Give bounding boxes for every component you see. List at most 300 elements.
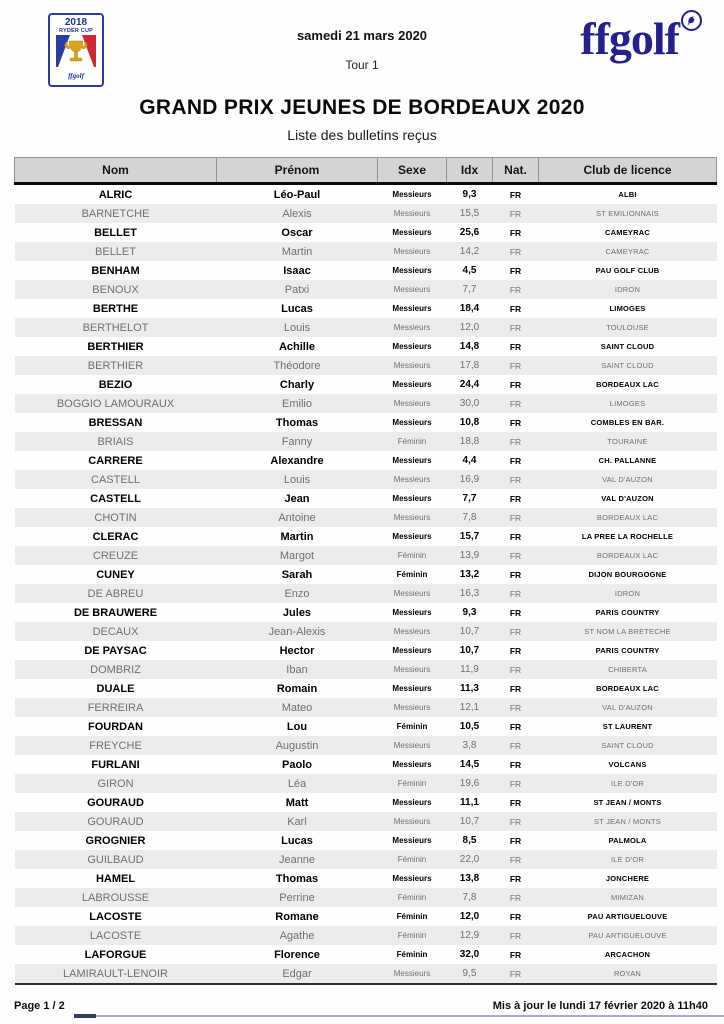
entries-table-body (15, 184, 717, 985)
cell-sexe: Féminin (378, 926, 447, 945)
table-row (15, 622, 717, 641)
cell-prenom: Martin (217, 242, 378, 261)
cell-nom: BENOUX (15, 280, 217, 299)
cell-nom: GOURAUD (15, 812, 217, 831)
cell-nom: LACOSTE (15, 926, 217, 945)
cell-prenom: Thomas (275, 416, 319, 429)
cell-club: CAMEYRAC (605, 228, 650, 237)
table-row (15, 432, 717, 451)
table-row (15, 660, 717, 679)
table-row (15, 489, 717, 508)
cell-nat: FR (509, 607, 522, 618)
cell-prenom: Alexandre (270, 454, 324, 467)
cell-nat: FR (509, 721, 522, 732)
cell-nat: FR (509, 379, 522, 390)
cell-idx: 12,9 (447, 926, 493, 945)
cell-nat: FR (509, 341, 522, 352)
cell-prenom: Mateo (217, 698, 378, 717)
cell-sexe: Messieurs (392, 456, 432, 465)
cell-nat: FR (509, 683, 522, 694)
cell-idx: 7,8 (447, 888, 493, 907)
table-row (15, 375, 717, 394)
cell-club: LA PREE LA ROCHELLE (581, 532, 674, 541)
cell-idx: 14,5 (459, 759, 480, 770)
cell-sexe: Féminin (396, 570, 428, 579)
cell-club: SAINT CLOUD (600, 342, 655, 351)
cell-prenom: Martin (280, 530, 314, 543)
table-row (15, 945, 717, 964)
column-header-club: Club de licence (539, 158, 717, 184)
cell-sexe: Messieurs (392, 342, 432, 351)
cell-nat: FR (493, 812, 539, 831)
cell-club: LIMOGES (539, 394, 717, 413)
cell-prenom: Jean-Alexis (217, 622, 378, 641)
cell-club: MIMIZAN (539, 888, 717, 907)
cell-prenom: Louis (217, 318, 378, 337)
cell-nat: FR (493, 432, 539, 451)
cell-idx: 15,5 (447, 204, 493, 223)
cell-prenom: Jean (284, 492, 310, 505)
cell-nom: LAFORGUE (84, 948, 147, 961)
cell-prenom: Sarah (281, 568, 313, 581)
cell-nom: DE PAYSAC (84, 644, 147, 657)
page-number: Page 1 / 2 (14, 1000, 65, 1012)
cell-nom: ALRIC (98, 188, 133, 201)
cell-prenom: Théodore (217, 356, 378, 375)
cell-idx: 14,8 (459, 341, 480, 352)
table-row (15, 584, 717, 603)
cell-prenom: Léa (217, 774, 378, 793)
cell-prenom: Lou (286, 720, 308, 733)
cell-prenom: Agathe (217, 926, 378, 945)
cell-nom: HAMEL (95, 872, 136, 885)
table-row (15, 223, 717, 242)
cell-nat: FR (509, 227, 522, 238)
cell-club: TOULOUSE (539, 318, 717, 337)
cell-club: VOLCANS (608, 760, 647, 769)
cell-club: ILE D'OR (539, 774, 717, 793)
ffgolf-bird-registered-icon (681, 10, 702, 31)
cell-club: CAMEYRAC (539, 242, 717, 261)
cell-club: DIJON BOURGOGNE (588, 570, 667, 579)
cell-idx: 17,8 (447, 356, 493, 375)
cell-sexe: Messieurs (392, 380, 432, 389)
cell-prenom: Emilio (217, 394, 378, 413)
cell-nat: FR (493, 850, 539, 869)
cell-idx: 30,0 (447, 394, 493, 413)
cell-idx: 10,7 (447, 622, 493, 641)
cell-nat: FR (509, 417, 522, 428)
cell-idx: 8,5 (462, 835, 477, 846)
cell-club: VAL D'AUZON (601, 494, 654, 503)
badge-event-label: RYDER CUP (59, 28, 93, 34)
cell-nat: FR (493, 508, 539, 527)
cell-nom: BELLET (15, 242, 217, 261)
badge-brand-label: ffgolf (68, 72, 84, 80)
table-row (15, 793, 717, 812)
cell-nat: FR (509, 835, 522, 846)
cell-nat: FR (493, 546, 539, 565)
cell-sexe: Féminin (396, 950, 428, 959)
cell-nom: BERTHE (92, 302, 139, 315)
table-row (15, 356, 717, 375)
cell-nat: FR (493, 584, 539, 603)
cell-nat: FR (509, 569, 522, 580)
cell-nom: CARRERE (88, 454, 143, 467)
cell-nat: FR (493, 470, 539, 489)
cell-club: COMBLES EN BAR. (590, 418, 665, 427)
cell-club: BORDEAUX LAC (596, 684, 659, 693)
cell-nom: FERREIRA (15, 698, 217, 717)
cell-sexe: Messieurs (378, 736, 447, 755)
table-row (15, 204, 717, 223)
cell-nom: FREYCHE (15, 736, 217, 755)
cell-prenom: Florence (274, 948, 320, 961)
cell-club: ST LAURENT (602, 722, 653, 731)
document-date: samedi 21 mars 2020 (296, 28, 428, 43)
cell-nom: BEZIO (98, 378, 133, 391)
table-row (15, 546, 717, 565)
cell-nom: CLERAC (92, 530, 139, 543)
table-row (15, 184, 717, 205)
cell-nom: BELLET (94, 226, 137, 239)
cell-club: JONCHERE (605, 874, 650, 883)
cell-nat: FR (509, 531, 522, 542)
cell-nom: DE BRAUWERE (73, 606, 158, 619)
cell-nom: CREUZE (15, 546, 217, 565)
cell-club: ILE D'OR (539, 850, 717, 869)
cell-prenom: Jules (282, 606, 312, 619)
cell-sexe: Messieurs (392, 798, 432, 807)
cell-nom: BRESSAN (88, 416, 143, 429)
cell-idx: 10,8 (459, 417, 480, 428)
cell-club: CH. PALLANNE (598, 456, 657, 465)
cell-nat: FR (509, 759, 522, 770)
cell-club: PAU GOLF CLUB (595, 266, 660, 275)
cell-prenom: Lucas (281, 834, 313, 847)
table-row (15, 603, 717, 622)
table-row (15, 280, 717, 299)
cell-idx: 11,9 (447, 660, 493, 679)
cell-club: PAU ARTIGUELOUVE (539, 926, 717, 945)
cell-prenom: Edgar (217, 964, 378, 984)
cell-nom: BENHAM (91, 264, 140, 277)
cell-idx: 10,5 (459, 721, 480, 732)
cell-sexe: Messieurs (392, 532, 432, 541)
cell-nat: FR (493, 964, 539, 984)
cell-idx: 22,0 (447, 850, 493, 869)
cell-idx: 16,3 (447, 584, 493, 603)
cell-prenom: Matt (285, 796, 309, 809)
header-row (15, 158, 717, 184)
cell-idx: 12,1 (447, 698, 493, 717)
cell-nom: BARNETCHE (15, 204, 217, 223)
cell-club: BORDEAUX LAC (596, 380, 659, 389)
table-row (15, 394, 717, 413)
column-header-nat: Nat. (493, 158, 539, 184)
table-row (15, 964, 717, 984)
cell-prenom: Léo-Paul (273, 188, 321, 201)
cell-club: IDRON (539, 280, 717, 299)
cell-sexe: Messieurs (392, 836, 432, 845)
cell-prenom: Charly (279, 378, 315, 391)
cell-idx: 3,8 (447, 736, 493, 755)
cell-nat: FR (493, 394, 539, 413)
column-header-prenom: Prénom (217, 158, 378, 184)
table-row (15, 907, 717, 926)
table-row (15, 451, 717, 470)
cell-sexe: Messieurs (378, 508, 447, 527)
column-header-nom: Nom (15, 158, 217, 184)
cell-prenom: Isaac (283, 264, 311, 277)
ffgolf-logo-text: ffgolf (580, 13, 679, 64)
badge-year-label: 2018 (64, 17, 88, 28)
table-row (15, 850, 717, 869)
cell-club: VAL D'AUZON (539, 698, 717, 717)
cell-sexe: Messieurs (378, 280, 447, 299)
cell-sexe: Messieurs (392, 228, 432, 237)
tour-label: Tour 1 (345, 58, 379, 72)
cell-idx: 24,4 (459, 379, 480, 390)
cell-prenom: Patxi (217, 280, 378, 299)
page-footer (14, 1000, 708, 1012)
cell-idx: 7,7 (447, 280, 493, 299)
cell-sexe: Messieurs (378, 698, 447, 717)
cell-idx: 4,4 (462, 455, 477, 466)
cell-sexe: Messieurs (392, 494, 432, 503)
table-row (15, 698, 717, 717)
cell-club: PALMOLA (608, 836, 647, 845)
cell-prenom: Lucas (281, 302, 313, 315)
cell-nom: LABROUSSE (15, 888, 217, 907)
cell-idx: 12,0 (447, 318, 493, 337)
cell-nat: FR (493, 204, 539, 223)
cell-nat: FR (509, 911, 522, 922)
cell-club: ST JEAN / MONTS (593, 798, 662, 807)
cell-nom: BERTHELOT (15, 318, 217, 337)
cell-nat: FR (509, 189, 522, 200)
cell-nat: FR (509, 493, 522, 504)
cell-sexe: Messieurs (392, 418, 432, 427)
cell-sexe: Messieurs (392, 304, 432, 313)
cell-nat: FR (493, 888, 539, 907)
cell-prenom: Achille (278, 340, 316, 353)
cell-club: ST JEAN / MONTS (539, 812, 717, 831)
cell-nom: BOGGIO LAMOURAUX (15, 394, 217, 413)
cell-nom: LACOSTE (89, 910, 142, 923)
table-row (15, 565, 717, 584)
scan-artifact-line (74, 1015, 724, 1017)
table-row (15, 755, 717, 774)
cell-sexe: Messieurs (378, 470, 447, 489)
cell-idx: 19,6 (447, 774, 493, 793)
cell-club: PAU ARTIGUELOUVE (587, 912, 668, 921)
cell-nom: LAMIRAULT-LENOIR (15, 964, 217, 984)
cell-prenom: Louis (217, 470, 378, 489)
cell-nat: FR (493, 774, 539, 793)
cell-nom: DUALE (96, 682, 135, 695)
column-header-idx: Idx (447, 158, 493, 184)
cell-club: BORDEAUX LAC (539, 508, 717, 527)
cell-idx: 32,0 (459, 949, 480, 960)
table-row (15, 679, 717, 698)
cell-sexe: Messieurs (392, 266, 432, 275)
cell-sexe: Messieurs (392, 684, 432, 693)
cell-prenom: Enzo (217, 584, 378, 603)
cell-sexe: Féminin (378, 888, 447, 907)
column-header-sexe: Sexe (378, 158, 447, 184)
cell-prenom: Hector (279, 644, 315, 657)
cell-nom: FOURDAN (88, 720, 143, 733)
table-row (15, 641, 717, 660)
cell-club: PARIS COUNTRY (595, 646, 660, 655)
cell-nat: FR (493, 622, 539, 641)
cell-sexe: Messieurs (392, 608, 432, 617)
cell-idx: 10,7 (459, 645, 480, 656)
cell-nat: FR (509, 265, 522, 276)
cell-nat: FR (509, 797, 522, 808)
cell-nat: FR (509, 645, 522, 656)
cell-nom: BRIAIS (15, 432, 217, 451)
cell-prenom: Fanny (217, 432, 378, 451)
table-row (15, 242, 717, 261)
cell-idx: 16,9 (447, 470, 493, 489)
cell-nom: DECAUX (15, 622, 217, 641)
cell-sexe: Messieurs (378, 964, 447, 984)
cell-club: LIMOGES (609, 304, 646, 313)
cell-prenom: Jeanne (217, 850, 378, 869)
cell-nom: DE ABREU (15, 584, 217, 603)
cell-nat: FR (493, 736, 539, 755)
cell-sexe: Messieurs (378, 318, 447, 337)
cell-nat: FR (509, 303, 522, 314)
cell-sexe: Messieurs (378, 242, 447, 261)
cell-nat: FR (493, 660, 539, 679)
cell-sexe: Féminin (378, 774, 447, 793)
cell-club: CHIBERTA (539, 660, 717, 679)
cell-sexe: Messieurs (378, 394, 447, 413)
cell-nom: CASTELL (90, 492, 141, 505)
table-row (15, 318, 717, 337)
table-row (15, 470, 717, 489)
cell-sexe: Féminin (396, 722, 428, 731)
cell-idx: 11,3 (460, 683, 479, 694)
cell-nat: FR (493, 242, 539, 261)
cell-sexe: Messieurs (378, 204, 447, 223)
cell-idx: 10,7 (447, 812, 493, 831)
cell-prenom: Margot (217, 546, 378, 565)
cell-idx: 25,6 (459, 227, 480, 238)
cell-idx: 9,3 (462, 189, 477, 200)
cell-idx: 12,0 (459, 911, 480, 922)
cell-nom: CHOTIN (15, 508, 217, 527)
cell-club: TOURAINE (539, 432, 717, 451)
table-row (15, 812, 717, 831)
table-row (15, 736, 717, 755)
cell-prenom: Romain (276, 682, 318, 695)
cell-nat: FR (509, 455, 522, 466)
cell-nat: FR (493, 356, 539, 375)
table-row (15, 717, 717, 736)
cell-club: ALBI (618, 190, 637, 199)
cell-sexe: Messieurs (378, 356, 447, 375)
ryder-cup-badge (48, 13, 104, 87)
cell-club: ROYAN (539, 964, 717, 984)
cell-nom: GOURAUD (87, 796, 144, 809)
cell-sexe: Féminin (396, 912, 428, 921)
cell-nat: FR (509, 873, 522, 884)
cell-sexe: Messieurs (378, 812, 447, 831)
page-title: GRAND PRIX JEUNES DE BORDEAUX 2020 (139, 96, 585, 119)
table-row (15, 508, 717, 527)
cell-club: ARCACHON (604, 950, 651, 959)
cell-idx: 15,7 (459, 531, 480, 542)
table-row (15, 337, 717, 356)
cell-idx: 7,7 (462, 493, 477, 504)
table-row (15, 869, 717, 888)
cell-club: SAINT CLOUD (539, 736, 717, 755)
cell-sexe: Féminin (378, 432, 447, 451)
cell-nom: CASTELL (15, 470, 217, 489)
cell-prenom: Oscar (281, 226, 313, 239)
cell-club: ST EMILIONNAIS (539, 204, 717, 223)
page-subtitle: Liste des bulletins reçus (287, 127, 437, 143)
cell-idx: 11,1 (460, 797, 479, 808)
cell-sexe: Messieurs (392, 874, 432, 883)
cell-sexe: Messieurs (378, 622, 447, 641)
cell-idx: 18,8 (447, 432, 493, 451)
entries-table-head (15, 158, 717, 184)
updated-timestamp: Mis à jour le lundi 17 février 2020 à 11h40 (492, 1000, 708, 1012)
cell-idx: 13,8 (459, 873, 480, 884)
cell-nom: CUNEY (96, 568, 135, 581)
cell-nat: FR (493, 318, 539, 337)
cell-nom: GIRON (15, 774, 217, 793)
cell-club: BORDEAUX LAC (539, 546, 717, 565)
cell-club: ST NOM LA BRETECHE (539, 622, 717, 641)
cell-nat: FR (493, 698, 539, 717)
cell-club: SAINT CLOUD (539, 356, 717, 375)
cell-sexe: Messieurs (392, 760, 432, 769)
table-row (15, 413, 717, 432)
cell-nat: FR (509, 949, 522, 960)
cell-idx: 4,5 (462, 265, 477, 276)
cell-prenom: Perrine (217, 888, 378, 907)
cell-prenom: Romane (275, 910, 319, 923)
table-row (15, 261, 717, 280)
cell-club: IDRON (539, 584, 717, 603)
cell-prenom: Thomas (275, 872, 319, 885)
cell-nat: FR (493, 280, 539, 299)
cell-sexe: Féminin (378, 546, 447, 565)
cell-idx: 9,5 (447, 964, 493, 984)
table-row (15, 831, 717, 850)
entries-table (14, 157, 717, 985)
cell-idx: 13,9 (447, 546, 493, 565)
cell-sexe: Messieurs (392, 190, 432, 199)
cell-sexe: Messieurs (378, 660, 447, 679)
cell-nom: BERTHIER (15, 356, 217, 375)
cell-sexe: Messieurs (378, 584, 447, 603)
cell-prenom: Antoine (217, 508, 378, 527)
cell-idx: 14,2 (447, 242, 493, 261)
table-row (15, 299, 717, 318)
cell-idx: 7,8 (447, 508, 493, 527)
ffgolf-logo (580, 13, 702, 64)
table-row (15, 527, 717, 546)
cell-nom: FURLANI (91, 758, 140, 771)
cell-prenom: Karl (217, 812, 378, 831)
